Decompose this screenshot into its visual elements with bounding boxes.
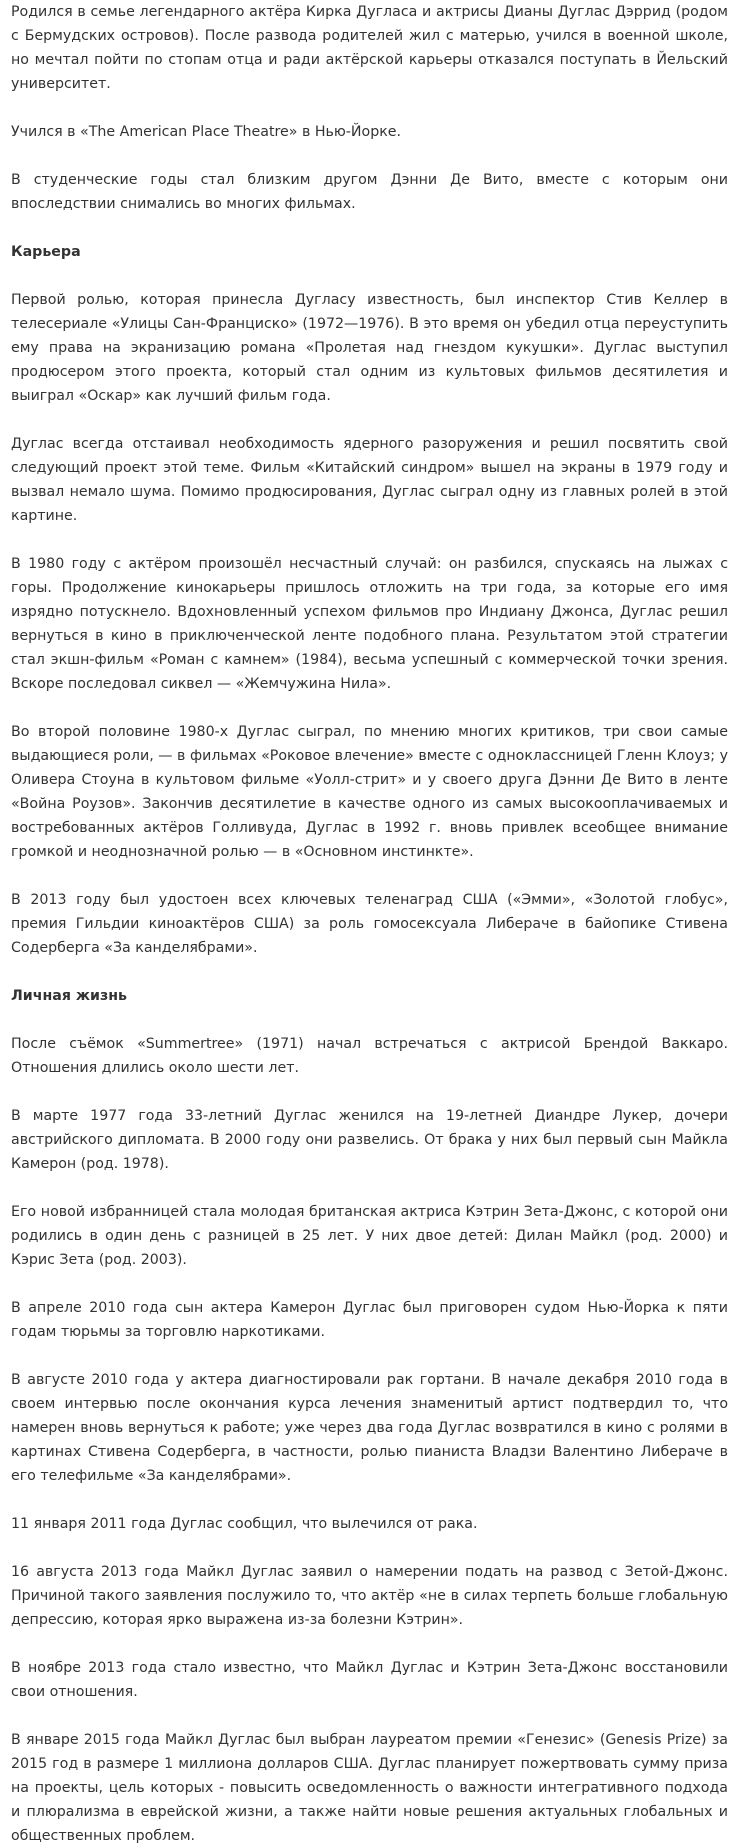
paragraph-career-china-syndrome: Дуглас всегда отстаивал необходимость ядерного разоружения и решил посвятить свой следующий проект этой теме. Фильм «Китайский синдром» вышел на экраны в 1979 году и вызвал немало шума. Помимо продюсирования, Дуглас сыграл одну из главных ролей в этой картине. [11,436,728,524]
paragraph-personal-son-sentence: В апреле 2010 года сын актера Камерон Дуглас был приговорен судом Нью-Йорка к пяти годам тюрьмы за торговлю наркотиками. [11,1300,728,1340]
paragraph-personal-genesis-prize: В январе 2015 года Майкл Дуглас был выбран лауреатом премии «Генезис» (Genesis Prize) за 2015 год в размере 1 миллиона долларов США. Дуглас планирует пожертвовать сумму приза на проекты, цель которых - повысить осведомленность о важности интегративного подхода и плюрализма в еврейской жизни, а также найти новые решения актуальных глобальных и общественных проблем. [11,1732,728,1844]
paragraph-career-streets: Первой ролью, которая принесла Дугласу известность, был инспектор Стив Келлер в телесериале «Улицы Сан-Франциско» (1972—1976). В это время он убедил отца переуступить ему права на экранизацию романа «Пролетая над гнездом кукушки». Дуглас выступил продюсером этого проекта, который стал одним из культовых фильмов десятилетия и выиграл «Оскар» как лучший фильм года. [11,292,728,404]
paragraph-career-1980s: Во второй половине 1980-х Дуглас сыграл, по мнению многих критиков, три свои самые выдающиеся роли, — в фильмах «Роковое влечение» вместе с одноклассницей Гленн Клоуз; у Оливера Стоуна в культовом фильме «Уолл-стрит» и у своего друга Дэнни Де Вито в ленте «Война Роузов». Закончив десятилетие в качестве одного из самых высокооплачиваемых и востребованных актёров Голливуда, Дуглас в 1992 г. вновь привлек всеобщее внимание громкой и неоднозначной ролью — в «Основном инстинкте». [11,724,728,860]
heading-career: Карьера [11,244,81,260]
paragraph-personal-vaccaro: После съёмок «Summertree» (1971) начал встречаться с актрисой Брендой Ваккаро. Отношения длились около шести лет. [11,1036,728,1076]
paragraph-education: Учился в «The American Place Theatre» в Нью-Йорке. [11,124,402,140]
paragraph-career-accident: В 1980 году с актёром произошёл несчастный случай: он разбился, спускаясь на лыжах с горы. Продолжение кинокарьеры пришлось отложить на три года, за которые его имя изрядно потускнело. Вдохновленный успехом фильмов про Индиану Джонса, Дуглас решил вернуться в кино в приключенческой ленте подобного плана. Результатом этой стратегии стал экшн-фильм «Роман с камнем» (1984), весьма успешный с коммерческой точки зрения. Вскоре последовал сиквел — «Жемчужина Нила». [11,556,728,692]
paragraph-personal-marriage: В марте 1977 года 33-летний Дуглас женился на 19-летней Диандре Лукер, дочери австрийского дипломата. В 2000 году они развелись. От брака у них был первый сын Майкла Камерон (род. 1978). [11,1108,728,1172]
paragraph-student-years: В студенческие годы стал близким другом Дэнни Де Вито, вместе с которым они впоследствии снимались во многих фильмах. [11,172,728,212]
paragraph-personal-zeta-jones: Его новой избранницей стала молодая британская актриса Кэтрин Зета-Джонс, с которой они родились в один день с разницей в 25 лет. У них двое детей: Дилан Майкл (род. 2000) и Кэрис Зета (род. 2003). [11,1204,728,1268]
heading-personal-life: Личная жизнь [11,988,127,1004]
paragraph-personal-recovery: 11 января 2011 года Дуглас сообщил, что вылечился от рака. [11,1516,478,1532]
paragraph-birth: Родился в семье легендарного актёра Кирка Дугласа и актрисы Дианы Дуглас Дэррид (родом с Бермудских островов). После развода родителей жил с матерью, учился в военной школе, но мечтал пойти по стопам отца и ради актёрской карьеры отказался поступать в Йельский университет. [11,4,728,92]
paragraph-personal-reconciliation: В ноябре 2013 года стало известно, что Майкл Дуглас и Кэтрин Зета-Джонс восстановили свои отношения. [11,1660,728,1700]
paragraph-personal-cancer: В августе 2010 года у актера диагностировали рак гортани. В начале декабря 2010 года в своем интервью после окончания курса лечения знаменитый артист подтвердил то, что намерен вновь вернуться к работе; уже через два года Дуглас возвратился в кино с ролями в картинах Стивена Содерберга, в частности, ролью пианиста Владзи Валентино Либераче в его телефильме «За канделябрами». [11,1372,728,1484]
paragraph-personal-divorce-intent: 16 августа 2013 года Майкл Дуглас заявил о намерении подать на развод с Зетой-Джонс. Причиной такого заявления послужило то, что актёр «не в силах терпеть больше глобальную депрессию, которая ярко выражена из-за болезни Кэтрин». [11,1564,728,1628]
paragraph-career-2013-awards: В 2013 году был удостоен всех ключевых теленаград США («Эмми», «Золотой глобус», премия Гильдии киноактёров США) за роль гомосексуала Либераче в байопике Стивена Содерберга «За канделябрами». [11,892,728,956]
